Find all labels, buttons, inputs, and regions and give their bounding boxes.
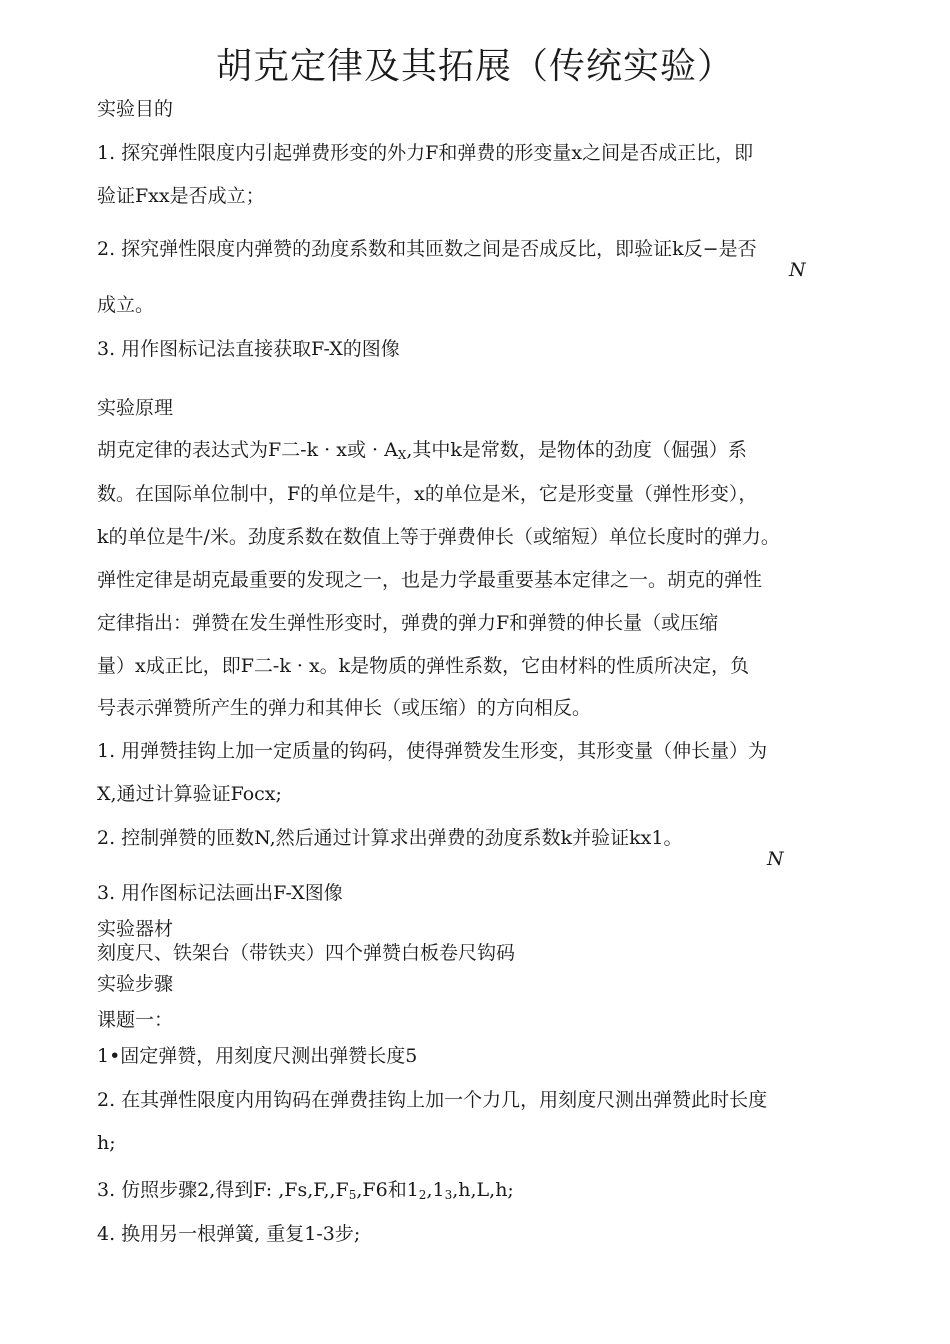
step-3: 3. 仿照步骤2,得到F: $,Fs,F,,F_5,F6$和$1_2,1_3,h,L,h$; [97, 1179, 514, 1202]
section-heading-purpose: 实验目的 [97, 98, 174, 120]
principle-line-9: X,通过计算验证Focx; [97, 783, 282, 805]
principle-line-7: 号表示弹赞所产生的弹力和其伸长（或压缩）的方向相反。 [97, 697, 592, 719]
section-heading-steps: 实验步骤 [97, 973, 174, 995]
principle-line-11: 3. 用作图标记法画出F-X图像 [97, 882, 343, 904]
principle-line-6: 量）x成正比，即F二-k · x。k是物质的弹性系数，它由材料的性质所决定，负 [97, 655, 750, 677]
equipment-list: 刻度尺、铁架台（带铁夹）四个弹赞白板卷尺钩码 [97, 942, 516, 964]
principle-line-3: k的单位是牛/米。劲度系数在数值上等于弹费伸长（或缩短）单位长度时的弹力。 [97, 526, 780, 548]
principle-line-10: 2. 控制弹赞的匝数N,然后通过计算求出弹费的劲度系数k并验证kx1。 [97, 827, 683, 849]
purpose-line-5: 3. 用作图标记法直接获取F-X的图像 [97, 338, 400, 360]
section-heading-principle: 实验原理 [97, 397, 174, 419]
principle-line-4: 弹性定律是胡克最重要的发现之一，也是力学最重要基本定律之一。胡克的弹性 [97, 569, 763, 591]
step-2-line-2: h; [97, 1132, 116, 1154]
fraction-denominator-n: N [789, 259, 806, 281]
section-heading-equipment: 实验器材 [97, 918, 174, 940]
principle-line-5: 定律指出：弹赞在发生弹性形变时，弹费的弹力F和弹赞的伸长量（或压缩 [97, 612, 719, 634]
principle-line-8: 1. 用弹赞挂钩上加一定质量的钩码，使得弹赞发生形变，其形变量（伸长量）为 [97, 740, 768, 762]
step-2-line-1: 2. 在其弹性限度内用钩码在弹费挂钩上加一个力几，用刻度尺测出弹赞此时长度 [97, 1089, 768, 1111]
purpose-line-3: 2. 探究弹性限度内弹赞的劲度系数和其匝数之间是否成反比，即验证k反−是否 [97, 238, 757, 260]
step-4: 4. 换用另一根弹簧, 重复1-3步; [97, 1223, 361, 1245]
step-1: 1•固定弹赞，用刻度尺测出弹赞长度5 [97, 1045, 418, 1067]
fraction-denominator-n-2: N [767, 848, 784, 870]
purpose-line-1: 1. 探究弹性限度内引起弹费形变的外力F和弹费的形变量x之间是否成正比，即 [97, 142, 754, 164]
principle-line-1: 胡克定律的表达式为F二-k · x或 · $A_X$,其中k是常数，是物体的劲度（倔强）系 [97, 439, 747, 462]
purpose-line-2: 验证Fxx是否成立； [97, 185, 265, 207]
purpose-line-4: 成立。 [97, 294, 155, 316]
subheading-topic-one: 课题一： [97, 1009, 174, 1031]
page-title: 胡克定律及其拓展（传统实验） [215, 46, 734, 87]
principle-line-2: 数。在国际单位制中，F的单位是牛，x的单位是米，它是形变量（弹性形变）， [97, 483, 758, 505]
